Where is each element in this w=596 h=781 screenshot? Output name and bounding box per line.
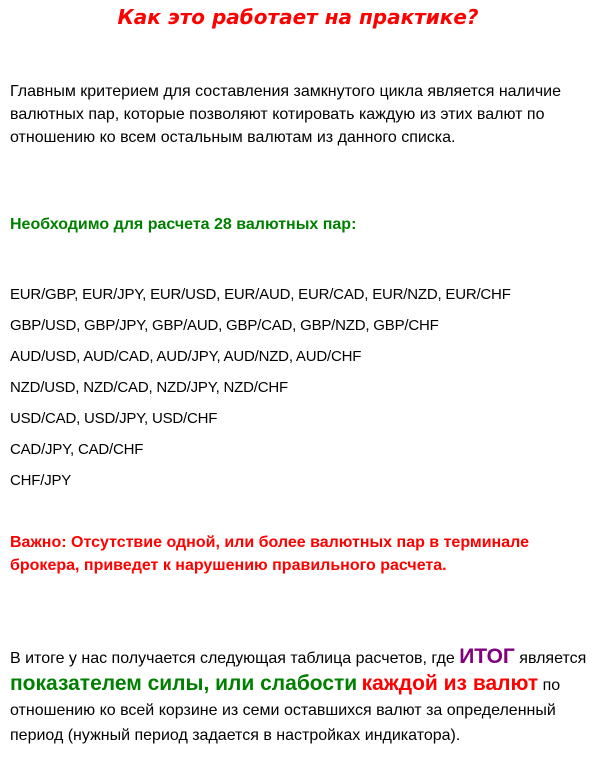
- result-text-1: В итоге у нас получается следующая таблица расчетов, где: [10, 650, 460, 667]
- pairs-row-nzd: NZD/USD, NZD/CAD, NZD/JPY, NZD/CHF: [10, 379, 288, 396]
- pairs-heading: Необходимо для расчета 28 валютных пар:: [10, 216, 357, 233]
- important-note: Важно: Отсутствие одной, или более валютных пар в терминале брокера, приведет к нарушению правильного расчета.: [10, 534, 529, 574]
- pairs-row-usd: USD/CAD, USD/JPY, USD/CHF: [10, 410, 218, 427]
- pairs-row-chf: CHF/JPY: [10, 472, 72, 489]
- pairs-row-cad: CAD/JPY, CAD/CHF: [10, 441, 144, 458]
- pairs-row-eur: EUR/GBP, EUR/JPY, EUR/USD, EUR/AUD, EUR/CAD, EUR/NZD, EUR/CHF: [10, 286, 511, 303]
- pairs-row-aud: AUD/USD, AUD/CAD, AUD/JPY, AUD/NZD, AUD/CHF: [10, 348, 362, 365]
- each-currency-label: каждой из валют: [361, 672, 539, 695]
- intro-paragraph: Главным критерием для составления замкнутого цикла является наличие валютных пар, которые позволяют котировать каждую из этих валют по отношению ко всем остальным валютам из данного списка.: [10, 83, 562, 146]
- pairs-row-gbp: GBP/USD, GBP/JPY, GBP/AUD, GBP/CAD, GBP/NZD, GBP/CHF: [10, 317, 439, 334]
- result-paragraph: [10, 644, 590, 748]
- result-text-3: по отношению ко всей корзине из семи оставшихся валют за определенный период (нужный период задается в настройках индикатора).: [10, 677, 561, 744]
- strength-indicator-label: показателем силы, или слабости: [10, 672, 358, 695]
- result-text-2: является: [514, 650, 587, 667]
- currency-pairs-list: [10, 279, 590, 496]
- itog-label: ИТОГ: [459, 645, 515, 668]
- page-title: Как это работает на практике?: [117, 5, 479, 29]
